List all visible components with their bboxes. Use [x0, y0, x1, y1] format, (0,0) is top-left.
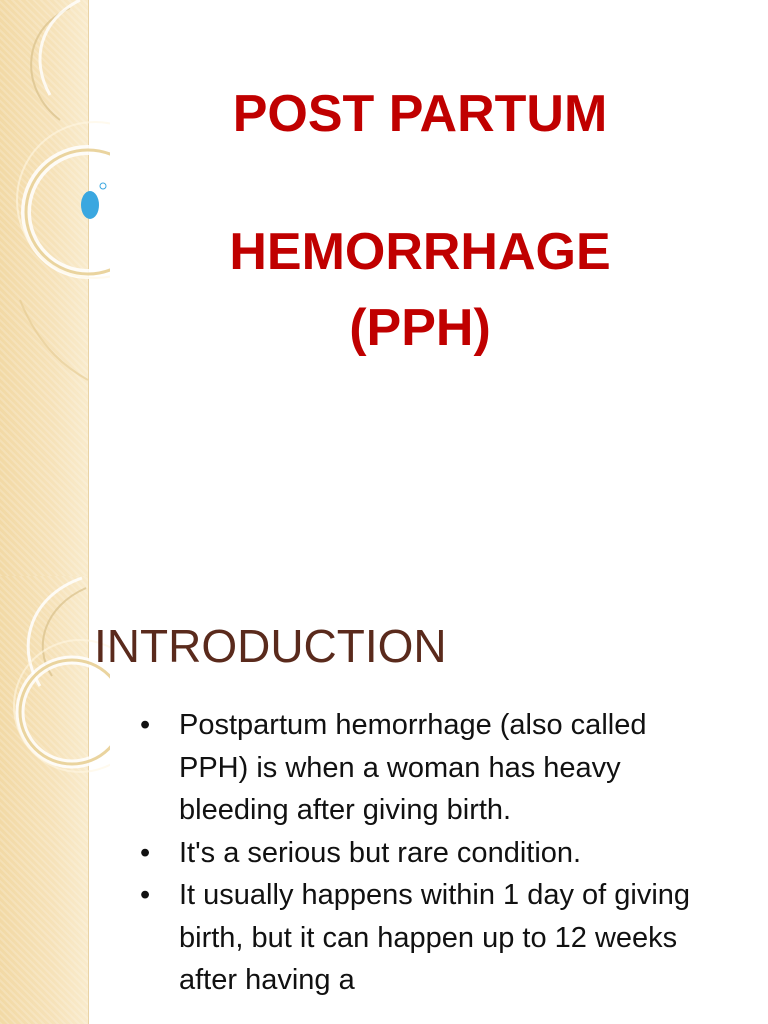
- decorative-rings-graphic: [0, 0, 110, 576]
- decorative-side-strip: [0, 576, 89, 1024]
- slide-title-line-2: HEMORRHAGE: [229, 223, 611, 281]
- bullet-text: It usually happens within 1 day of giving birth, but it can happen up to 12 weeks after having a: [179, 879, 691, 996]
- slide-title-line-3: (PPH): [349, 299, 491, 357]
- blue-dot-icon: [81, 191, 99, 219]
- bullet-text: Postpartum hemorrhage (also called PPH) is when a woman has heavy bleeding after giving birth.: [179, 709, 647, 826]
- bullet-list: [140, 704, 700, 1002]
- introduction-slide: [0, 576, 768, 1024]
- section-heading: INTRODUCTION: [94, 620, 447, 672]
- bullet-icon: •: [140, 879, 151, 911]
- bullet-icon: •: [140, 836, 151, 869]
- slide-title-line-1: POST PARTUM: [232, 85, 608, 143]
- bullet-icon: •: [140, 709, 151, 741]
- bullet-text: It's a serious but rare condition.: [179, 836, 582, 869]
- list-item: [140, 874, 700, 1002]
- list-item: [140, 832, 700, 875]
- decorative-side-strip: [0, 0, 89, 576]
- list-item: [140, 704, 700, 832]
